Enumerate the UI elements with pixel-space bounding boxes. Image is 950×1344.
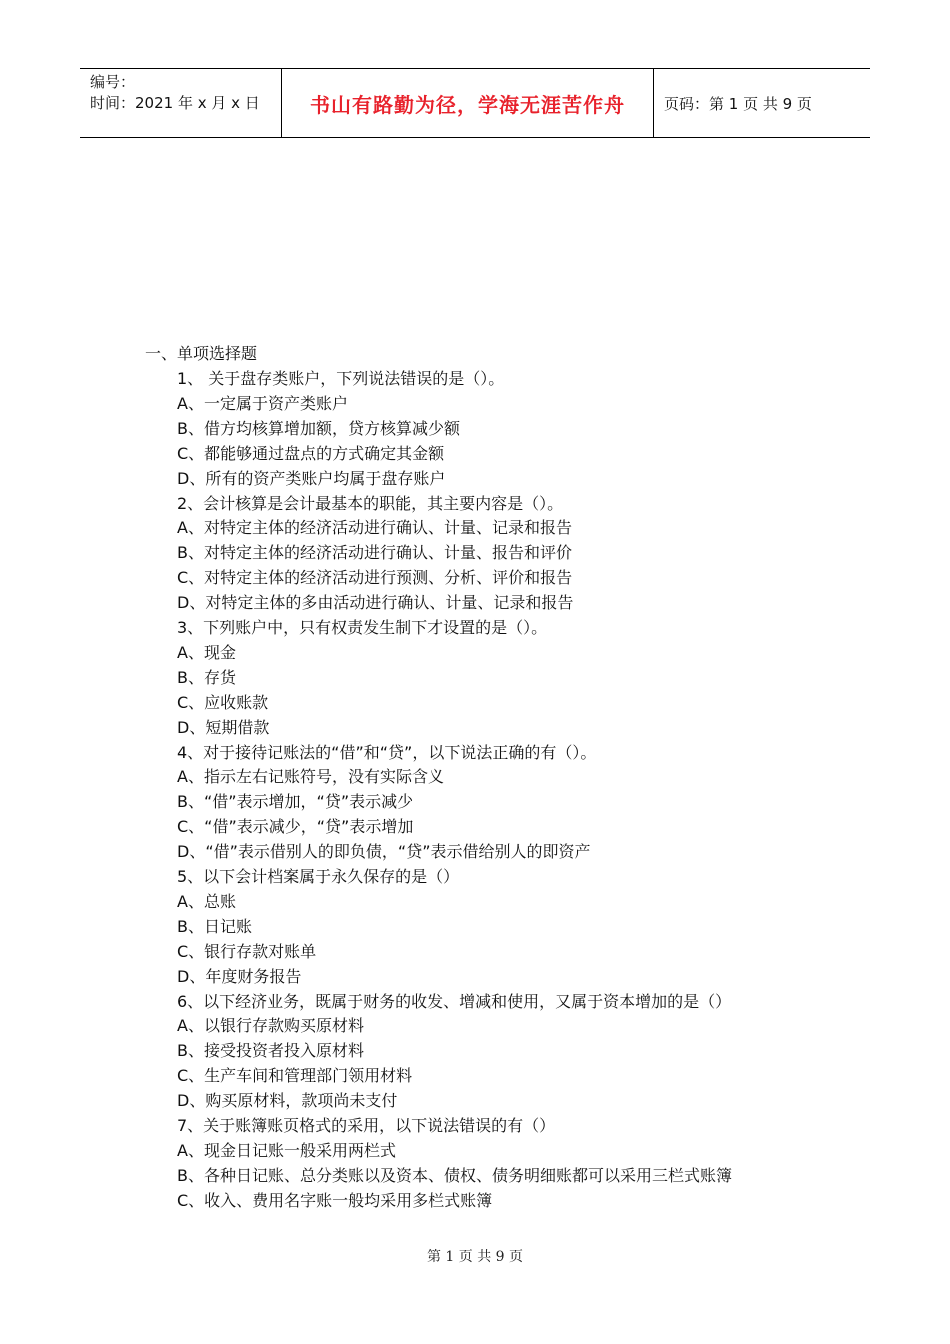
question-line: A、现金 <box>177 642 236 662</box>
question-line: 3、下列账户中，只有权责发生制下才设置的是（）。 <box>177 618 548 637</box>
question-line: 4、对于接待记账法的“借”和“贷”，以下说法正确的有（）。 <box>177 742 597 762</box>
question-line: B、借方均核算增加额，贷方核算减少额 <box>177 418 460 438</box>
question-line: 1、 关于盘存类账户，下列说法错误的是（）。 <box>177 369 505 388</box>
page-header <box>80 68 870 138</box>
question-line: C、“借”表示减少，“贷”表示增加 <box>177 817 414 837</box>
question-line: 2、会计核算是会计最基本的职能，其主要内容是（）。 <box>177 493 564 513</box>
question-line: C、应收账款 <box>177 692 269 712</box>
time-label: 时间：2021 年 x 月 x 日 <box>90 94 260 112</box>
question-line: A、对特定主体的经济活动进行确认、计量、记录和报告 <box>177 518 572 538</box>
question-line: B、“借”表示增加，“贷”表示减少 <box>177 792 414 812</box>
header-page-info: 页码：第 1 页 共 9 页 <box>664 94 812 113</box>
question-line: A、以银行存款购买原材料 <box>177 1016 364 1036</box>
question-line: 7、关于账簿账页格式的采用，以下说法错误的有（） <box>177 1116 556 1135</box>
question-line: C、都能够通过盘点的方式确定其金额 <box>177 443 445 463</box>
question-line: C、收入、费用名字账一般均采用多栏式账簿 <box>177 1190 493 1210</box>
question-line: D、“借”表示借别人的即负债，“贷”表示借给别人的即资产 <box>177 842 591 862</box>
question-line: B、存货 <box>177 667 236 687</box>
question-line: D、所有的资产类账户均属于盘存账户 <box>177 468 446 488</box>
question-line: D、短期借款 <box>177 717 270 737</box>
question-line: D、购买原材料，款项尚未支付 <box>177 1091 398 1111</box>
question-line: A、总账 <box>177 891 236 911</box>
question-line: B、各种日记账、总分类账以及资本、债权、债务明细账都可以采用三栏式账簿 <box>177 1165 732 1185</box>
question-line: B、日记账 <box>177 916 252 936</box>
question-line: 6、以下经济业务，既属于财务的收发、增减和使用，又属于资本增加的是（） <box>177 991 732 1011</box>
question-line: C、银行存款对账单 <box>177 941 317 961</box>
question-line: D、对特定主体的多由活动进行确认、计量、记录和报告 <box>177 593 574 613</box>
question-line: C、对特定主体的经济活动进行预测、分析、评价和报告 <box>177 568 573 588</box>
question-line: A、指示左右记账符号，没有实际含义 <box>177 767 444 787</box>
number-label: 编号： <box>90 73 136 91</box>
question-line: D、年度财务报告 <box>177 966 302 986</box>
header-motto: 书山有路勤为径，学海无涯苦作舟 <box>282 69 654 137</box>
page-footer: 第 1 页 共 9 页 <box>426 1249 524 1265</box>
question-line: 5、以下会计档案属于永久保存的是（） <box>177 867 460 886</box>
question-line: C、生产车间和管理部门领用材料 <box>177 1066 413 1086</box>
section-title: 一、单项选择题 <box>145 344 258 363</box>
question-line: A、一定属于资产类账户 <box>177 393 348 413</box>
question-line: A、现金日记账一般采用两栏式 <box>177 1140 396 1160</box>
question-line: B、对特定主体的经济活动进行确认、计量、报告和评价 <box>177 543 572 563</box>
header-meta <box>80 69 282 137</box>
question-line: B、接受投资者投入原材料 <box>177 1041 364 1061</box>
